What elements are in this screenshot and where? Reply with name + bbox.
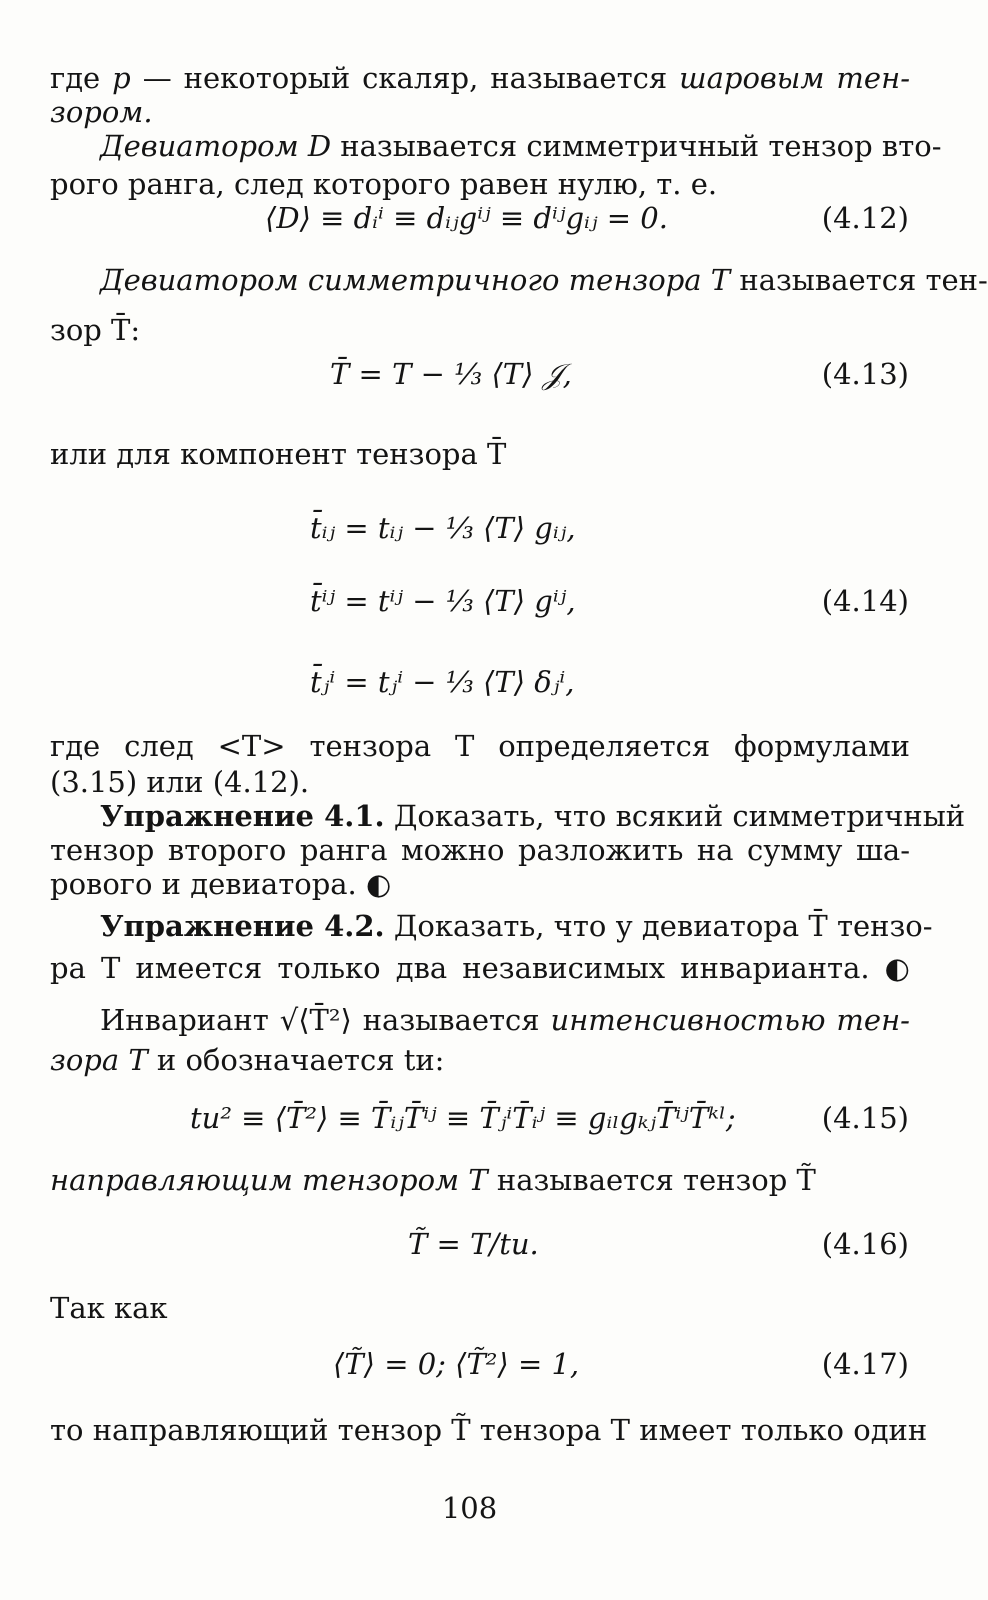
equation-4-14a: t̄ᵢⱼ = tᵢⱼ − ⅓ ⟨T⟩ gᵢⱼ, xyxy=(310,511,576,545)
text-line: зора T и обозначается tи: xyxy=(50,1043,445,1077)
text-line: тензор второго ранга можно разложить на сумму ша- xyxy=(50,833,910,867)
equation-4-15: tи² ≡ ⟨T̄²⟩ ≡ T̄ᵢⱼT̄ⁱʲ ≡ T̄ⱼⁱT̄ᵢʲ ≡ gᵢₗgₖⱼT̄ⁱʲT̄ᵏˡ; xyxy=(190,1101,736,1135)
text-line: где p — некоторый скаляр, называется шаровым тен- xyxy=(50,61,910,95)
text-line: зор T̄: xyxy=(50,313,141,347)
equation-number: (4.12) xyxy=(821,201,909,235)
text-line: ра T имеется только два независимых инварианта. ◐ xyxy=(50,951,910,985)
equation-number: (4.15) xyxy=(821,1101,909,1135)
equation-4-17: ⟨T̃⟩ = 0; ⟨T̃²⟩ = 1, xyxy=(333,1347,580,1381)
equation-number: (4.17) xyxy=(821,1347,909,1381)
equation-4-14c: t̄ⱼⁱ = tⱼⁱ − ⅓ ⟨T⟩ δⱼⁱ, xyxy=(310,665,575,699)
text-line: или для компонент тензора T̄ xyxy=(50,437,507,471)
equation-number: (4.16) xyxy=(821,1227,909,1261)
equation-4-16: T̃ = T/tи. xyxy=(408,1227,539,1261)
page-number: 108 xyxy=(441,1491,498,1525)
text-line: где след <T> тензора T определяется формулами xyxy=(50,729,910,763)
text-line: рового и девиатора. ◐ xyxy=(50,867,392,901)
text-line: направляющим тензором T называется тензор T̃ xyxy=(50,1163,816,1197)
text-line: Девиатором D называется симметричный тензор вто- xyxy=(100,129,942,163)
exercise-4-2: Упражнение 4.2. Доказать, что у девиатора T̄ тензо- xyxy=(100,909,933,943)
text-line: (3.15) или (4.12). xyxy=(50,765,310,799)
equation-number: (4.13) xyxy=(821,357,909,391)
exercise-4-1: Упражнение 4.1. Доказать, что всякий симметричный xyxy=(100,799,966,833)
equation-4-14b: t̄ⁱʲ = tⁱʲ − ⅓ ⟨T⟩ gⁱʲ, xyxy=(310,584,576,618)
text-line: Девиатором симметричного тензора T называется тен- xyxy=(100,263,988,297)
text-line: рого ранга, след которого равен нулю, т. е. xyxy=(50,167,718,201)
text-line: Так как xyxy=(50,1291,168,1325)
text-line: Инвариант √⟨T̄²⟩ называется интенсивностью тен- xyxy=(100,1003,910,1037)
text-line: то направляющий тензор T̃ тензора T имеет только один xyxy=(50,1413,928,1447)
text-line: зором. xyxy=(50,95,153,129)
equation-number: (4.14) xyxy=(821,584,909,618)
equation-4-13: T̄ = T − ⅓ ⟨T⟩ 𝒥, xyxy=(330,357,572,391)
equation-4-12: ⟨D⟩ ≡ dᵢⁱ ≡ dᵢⱼgⁱʲ ≡ dⁱʲgᵢⱼ = 0. xyxy=(265,201,668,235)
